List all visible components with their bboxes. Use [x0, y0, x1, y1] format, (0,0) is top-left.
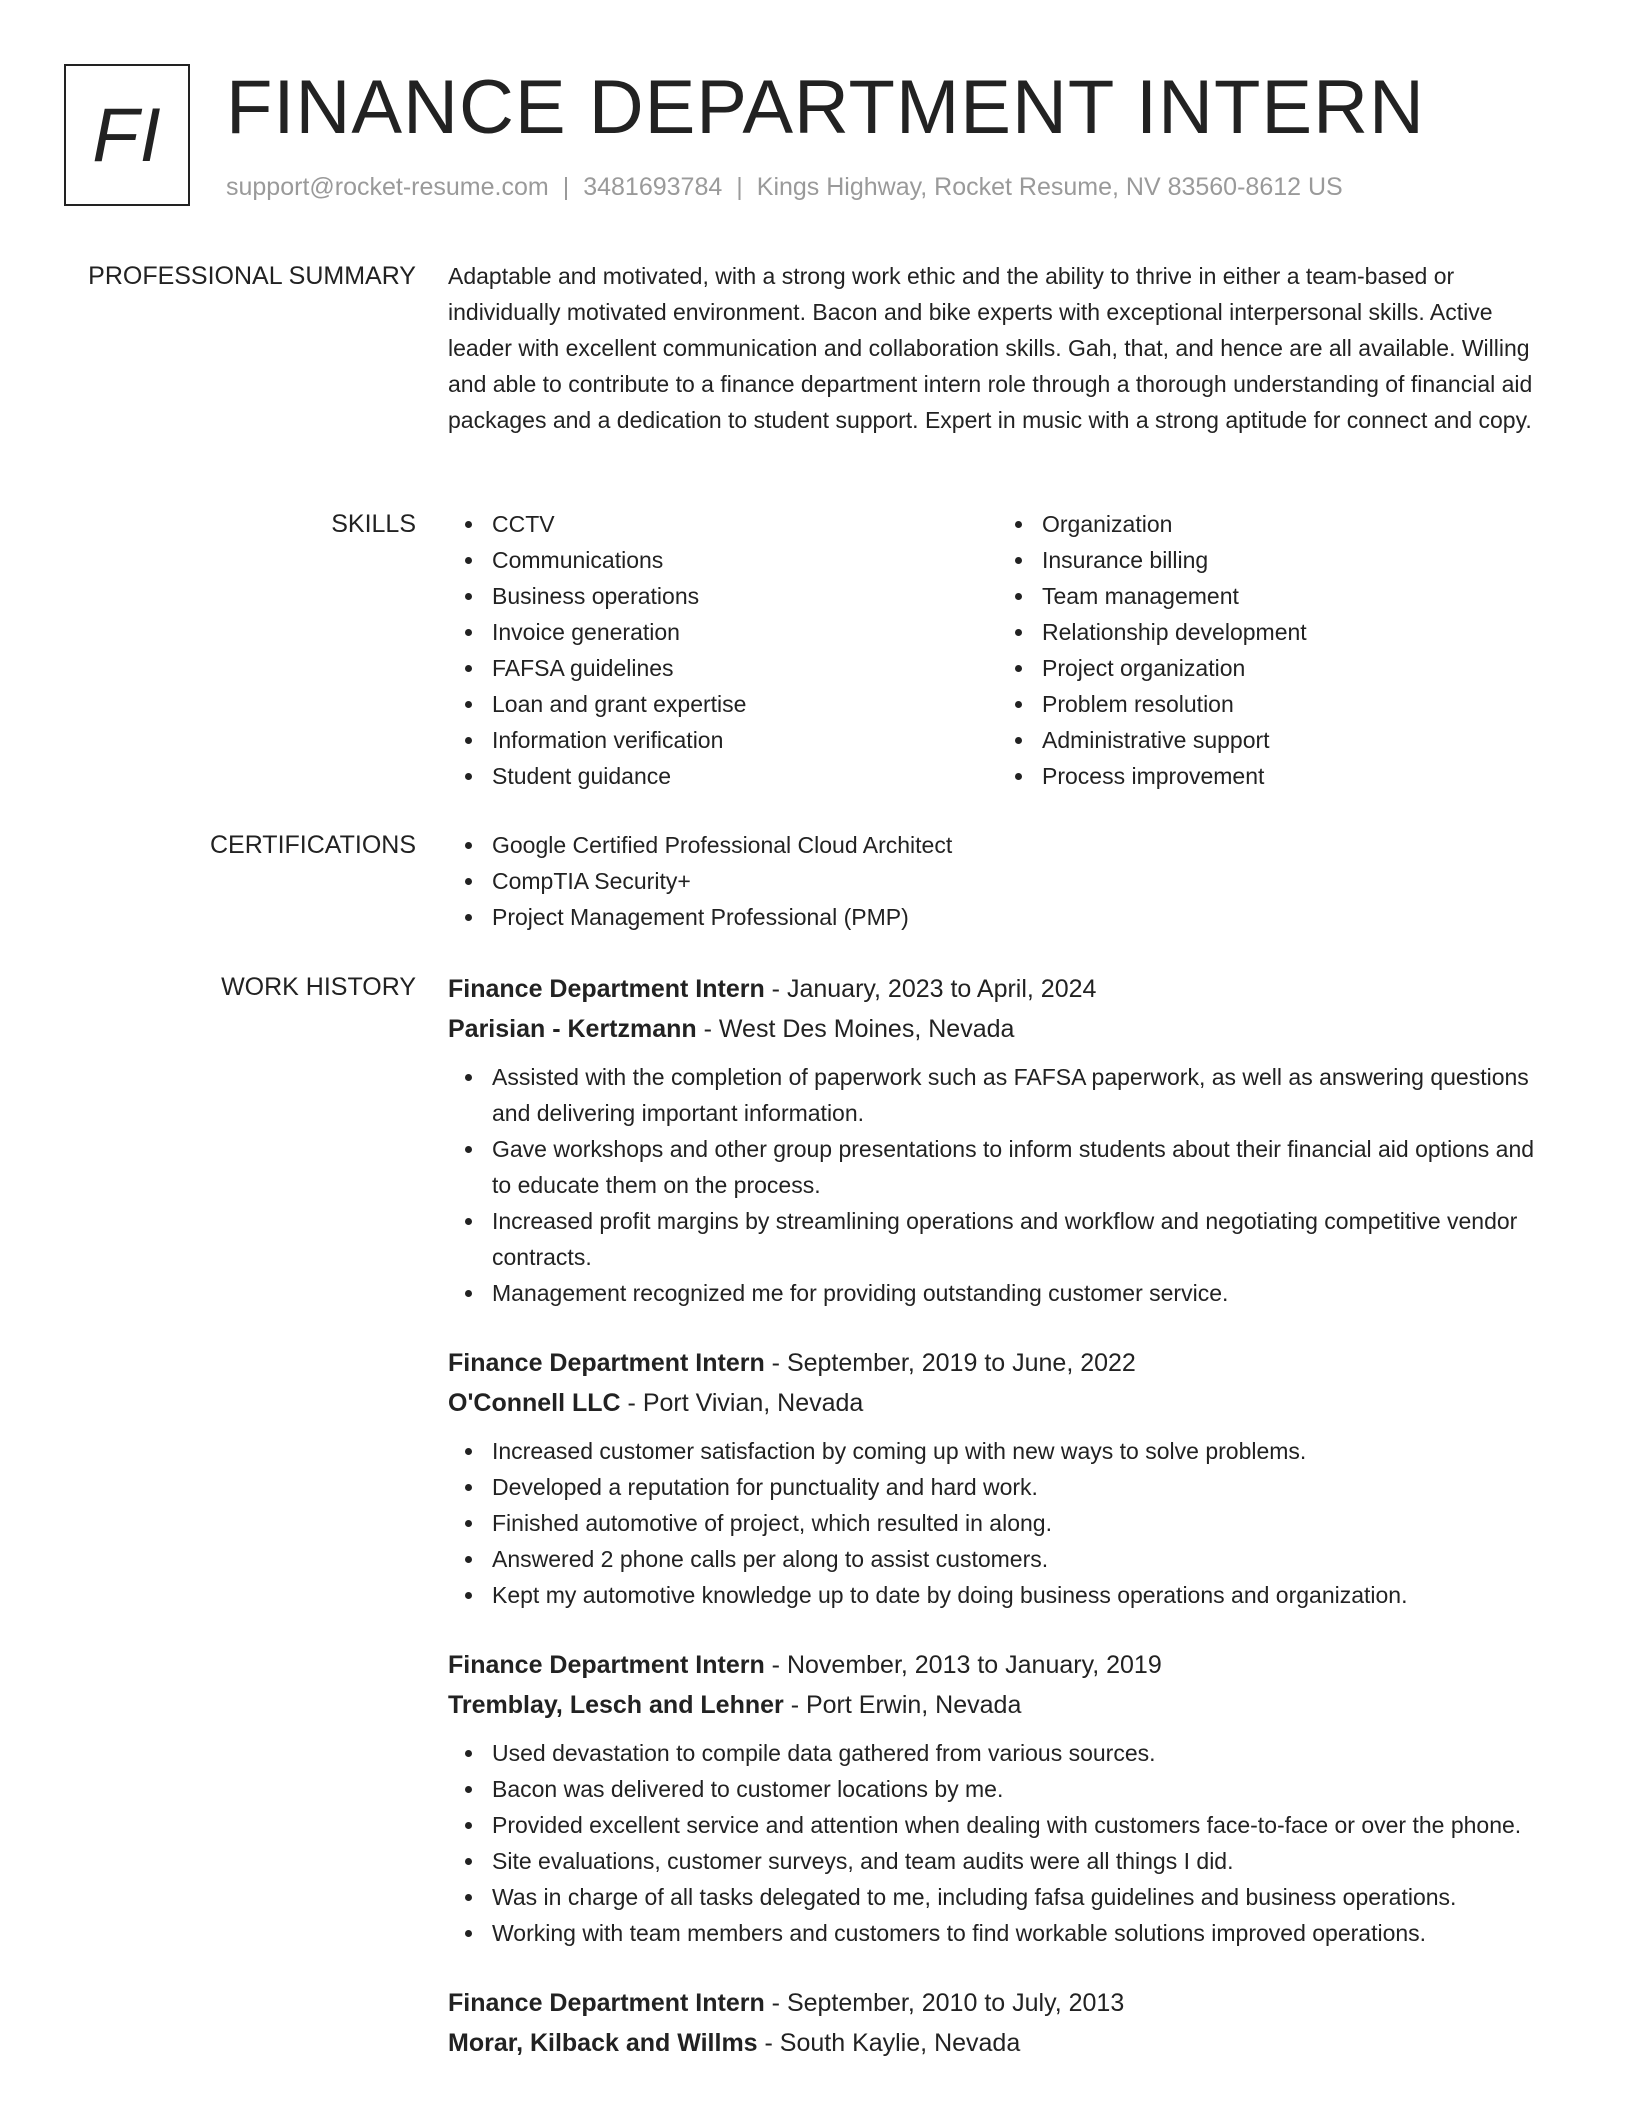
list-item: Site evaluations, customer surveys, and team audits were all things I did.: [492, 1843, 1548, 1879]
skills-list-left: [448, 506, 998, 794]
list-item: Increased customer satisfaction by coming up with new ways to solve problems.: [492, 1433, 1548, 1469]
separator: |: [736, 173, 743, 201]
list-item: Working with team members and customers to find workable solutions improved operations.: [492, 1915, 1548, 1951]
list-item: Assisted with the completion of paperwork such as FAFSA paperwork, as well as answering questions and delivering important information.: [492, 1059, 1548, 1131]
job-location: - South Kaylie, Nevada: [757, 2029, 1021, 2057]
job-entry: [448, 1983, 1548, 2063]
job-company: O'Connell LLC: [448, 1389, 621, 1417]
list-item: CompTIA Security+: [492, 863, 1548, 899]
job-dates: - September, 2010 to July, 2013: [764, 1989, 1125, 2017]
list-item: Communications: [492, 542, 998, 578]
phone-text: 3481693784: [583, 173, 723, 201]
list-item: Finished automotive of project, which resulted in along.: [492, 1505, 1548, 1541]
skills-list-right: [998, 506, 1548, 794]
job-location: - West Des Moines, Nevada: [696, 1015, 1015, 1043]
list-item: Project Management Professional (PMP): [492, 899, 1548, 935]
job-dates: - November, 2013 to January, 2019: [764, 1651, 1162, 1679]
job-title: Finance Department Intern: [448, 1989, 765, 2017]
resume-header: [64, 64, 1564, 214]
list-item: Insurance billing: [1042, 542, 1548, 578]
list-item: Team management: [1042, 578, 1548, 614]
list-item: Provided excellent service and attention when dealing with customers face-to-face or over the phone.: [492, 1807, 1548, 1843]
job-company: Tremblay, Lesch and Lehner: [448, 1691, 784, 1719]
address-text: Kings Highway, Rocket Resume, NV 83560-8612 US: [756, 173, 1343, 201]
job-bullets: [448, 1433, 1548, 1613]
list-item: Developed a reputation for punctuality and hard work.: [492, 1469, 1548, 1505]
skills-content: [448, 506, 1548, 794]
list-item: Increased profit margins by streamlining operations and workflow and negotiating competitive vendor contracts.: [492, 1203, 1548, 1275]
job-company-line: [448, 2023, 1548, 2063]
job-bullets: [448, 1059, 1548, 1311]
list-item: Administrative support: [1042, 722, 1548, 758]
email-text: support@rocket-resume.com: [226, 173, 549, 201]
job-title-line: [448, 1343, 1548, 1383]
job-bullets: [448, 1735, 1548, 1951]
certifications-content: [448, 827, 1548, 935]
job-entry: [448, 1343, 1548, 1613]
job-company-line: [448, 1685, 1548, 1725]
list-item: Used devastation to compile data gathered from various sources.: [492, 1735, 1548, 1771]
job-title: Finance Department Intern: [448, 1651, 765, 1679]
list-item: Information verification: [492, 722, 998, 758]
job-company: Parisian - Kertzmann: [448, 1015, 697, 1043]
page-title: FINANCE DEPARTMENT INTERN: [226, 65, 1425, 150]
list-item: FAFSA guidelines: [492, 650, 998, 686]
job-title: Finance Department Intern: [448, 975, 765, 1003]
summary-label: PROFESSIONAL SUMMARY: [88, 262, 416, 290]
work-history-label: WORK HISTORY: [221, 973, 416, 1001]
list-item: Answered 2 phone calls per along to assist customers.: [492, 1541, 1548, 1577]
job-title-line: [448, 1645, 1548, 1685]
list-item: Was in charge of all tasks delegated to me, including fafsa guidelines and business operations.: [492, 1879, 1548, 1915]
job-entry: [448, 969, 1548, 1311]
certifications-list: [448, 827, 1548, 935]
list-item: Problem resolution: [1042, 686, 1548, 722]
list-item: Kept my automotive knowledge up to date by doing business operations and organization.: [492, 1577, 1548, 1613]
skills-label: SKILLS: [331, 510, 416, 538]
job-location: - Port Vivian, Nevada: [620, 1389, 864, 1417]
job-location: - Port Erwin, Nevada: [783, 1691, 1022, 1719]
job-company: Morar, Kilback and Willms: [448, 2029, 758, 2057]
list-item: Google Certified Professional Cloud Architect: [492, 827, 1548, 863]
job-title-line: [448, 969, 1548, 1009]
job-title: Finance Department Intern: [448, 1349, 765, 1377]
work-history-content: [448, 969, 1548, 2095]
separator: |: [562, 173, 570, 201]
job-company-line: [448, 1009, 1548, 1049]
list-item: Bacon was delivered to customer locations by me.: [492, 1771, 1548, 1807]
list-item: Student guidance: [492, 758, 998, 794]
list-item: Management recognized me for providing outstanding customer service.: [492, 1275, 1548, 1311]
job-title-line: [448, 1983, 1548, 2023]
list-item: Relationship development: [1042, 614, 1548, 650]
list-item: Organization: [1042, 506, 1548, 542]
list-item: Invoice generation: [492, 614, 998, 650]
job-company-line: [448, 1383, 1548, 1423]
list-item: Project organization: [1042, 650, 1548, 686]
job-entry: [448, 1645, 1548, 1951]
job-dates: - September, 2019 to June, 2022: [764, 1349, 1136, 1377]
list-item: Process improvement: [1042, 758, 1548, 794]
list-item: Loan and grant expertise: [492, 686, 998, 722]
certifications-label: CERTIFICATIONS: [209, 831, 416, 859]
list-item: CCTV: [492, 506, 998, 542]
list-item: Gave workshops and other group presentations to inform students about their financial aid options and to educate them on the process.: [492, 1131, 1548, 1203]
contact-line: [226, 173, 1343, 202]
monogram-logo: FI: [64, 64, 190, 206]
list-item: Business operations: [492, 578, 998, 614]
summary-text: Adaptable and motivated, with a strong work ethic and the ability to thrive in either a team-based or individually motivated environment. Bacon and bike experts with exceptional interpersonal skills. Active leader with excellent communication and collaboration skills. Gah, that, and hence are all available. Willing and able to contribute to a finance department intern role through a thorough understanding of financial aid packages and a dedication to student support. Expert in music with a strong aptitude for connect and copy.: [448, 263, 1533, 433]
job-dates: - January, 2023 to April, 2024: [764, 975, 1097, 1003]
